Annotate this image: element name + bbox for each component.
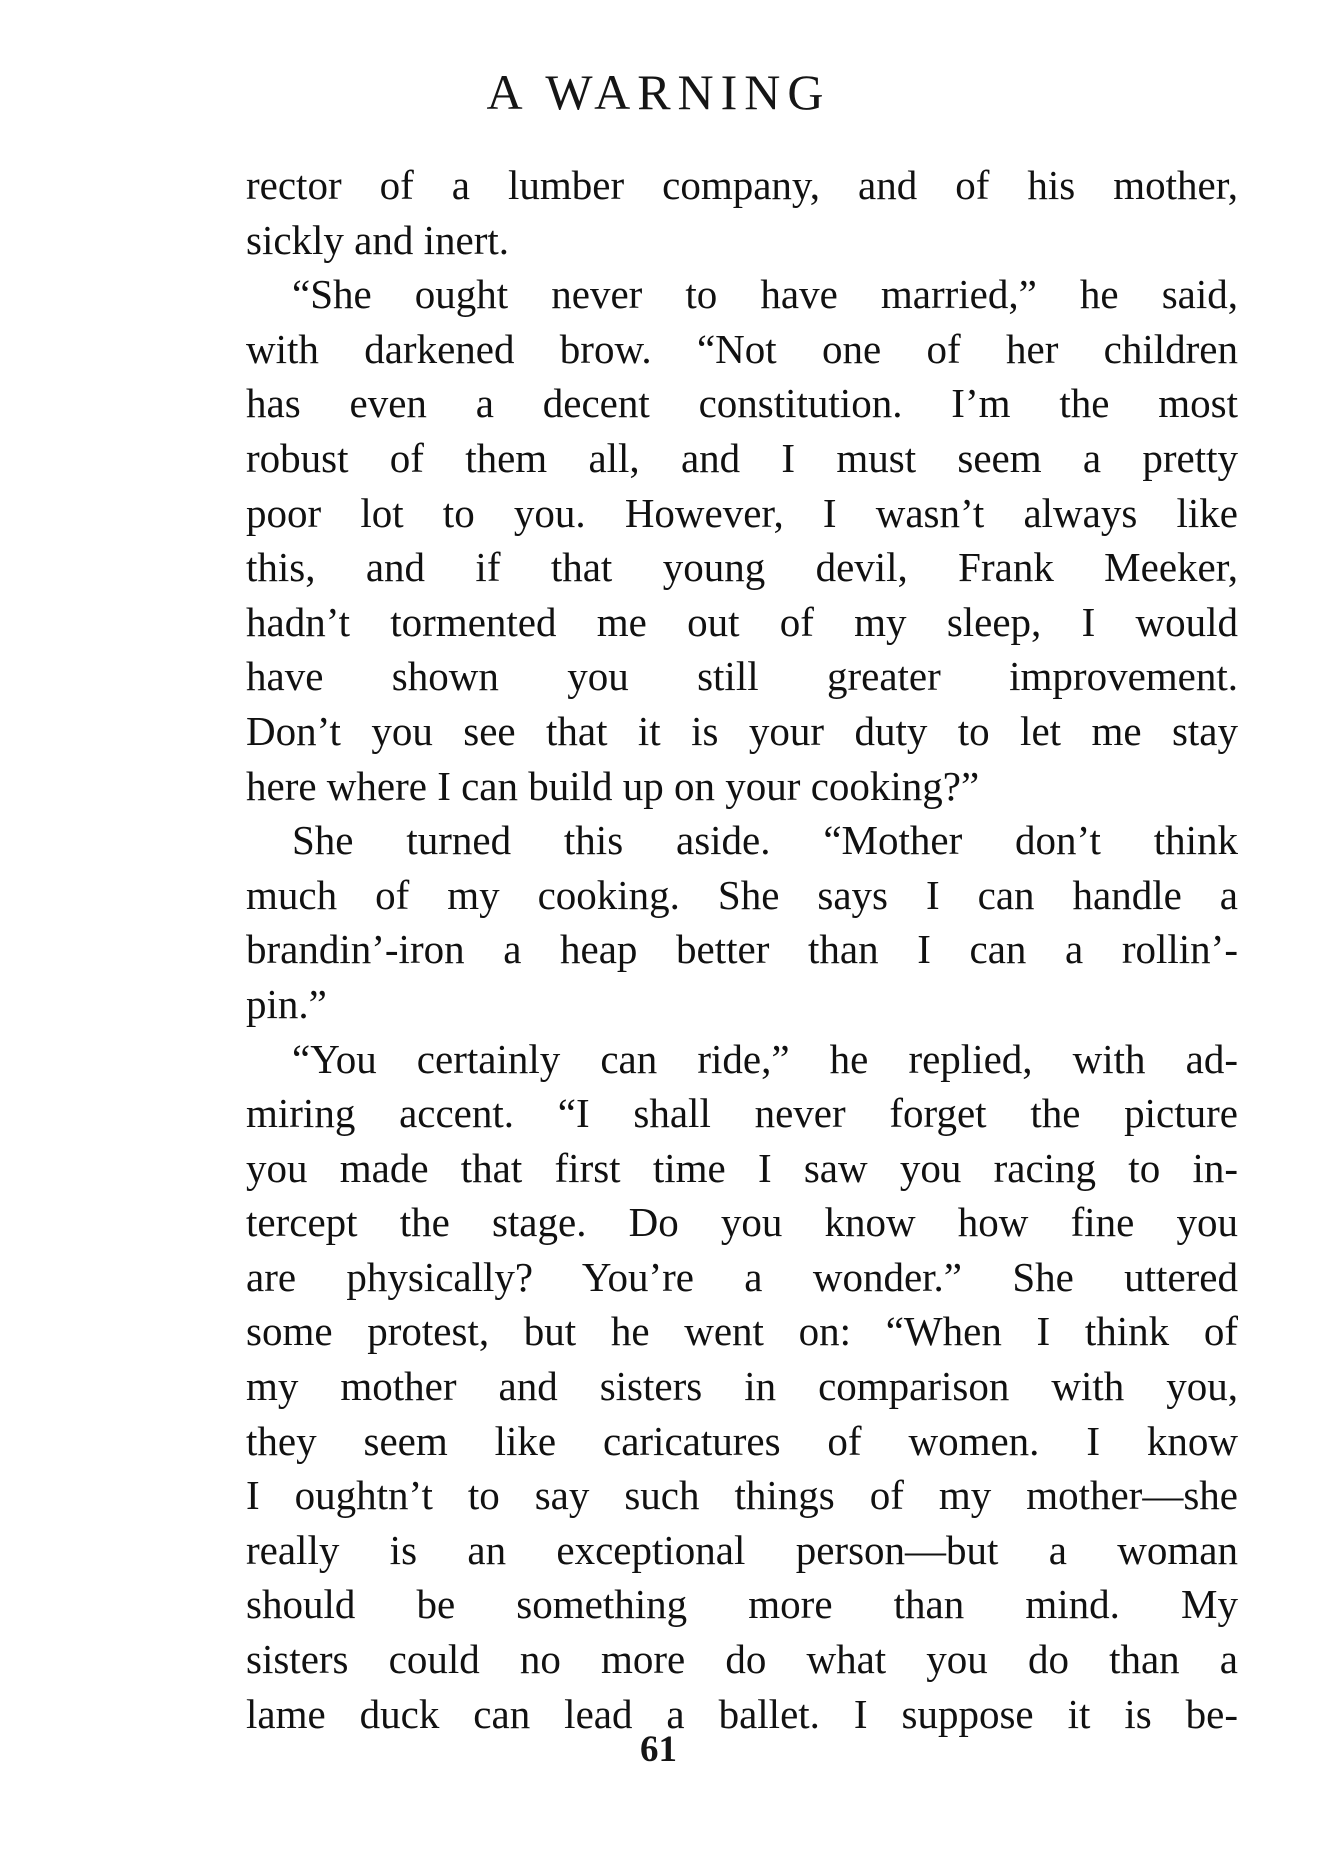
text-line: Don’t you see that it is your duty to let me stay <box>246 707 1238 754</box>
body-text <box>246 158 1238 1741</box>
text-line: hadn’t tormented me out of my sleep, I would <box>246 598 1238 645</box>
text-line: pin.” <box>246 980 327 1027</box>
text-line: miring accent. “I shall never forget the picture <box>246 1090 1238 1137</box>
text-line: She turned this aside. “Mother don’t think <box>292 817 1238 864</box>
page-number: 61 <box>640 1729 677 1770</box>
text-line: with darkened brow. “Not one of her children <box>246 325 1238 372</box>
running-head: A WARNING <box>486 64 831 120</box>
text-line: lame duck can lead a ballet. I suppose it is be- <box>246 1690 1238 1737</box>
text-line: my mother and sisters in comparison with you, <box>246 1363 1238 1410</box>
text-line: “She ought never to have married,” he said, <box>292 271 1238 318</box>
text-line: robust of them all, and I must seem a pretty <box>246 434 1238 481</box>
text-line: have shown you still greater improvement. <box>246 653 1238 700</box>
text-line: “You certainly can ride,” he replied, with ad- <box>292 1035 1238 1082</box>
text-line: I oughtn’t to say such things of my mother—she <box>246 1472 1238 1519</box>
text-line: sickly and inert. <box>246 216 510 263</box>
text-line: much of my cooking. She says I can handle a <box>246 871 1238 918</box>
text-line: here where I can build up on your cooking?” <box>246 762 980 809</box>
text-line: should be something more than mind. My <box>246 1581 1238 1628</box>
text-line: rector of a lumber company, and of his mother, <box>246 162 1238 208</box>
text-line: are physically? You’re a wonder.” She uttered <box>246 1253 1238 1300</box>
text-line: sisters could no more do what you do than a <box>246 1636 1238 1683</box>
text-line: has even a decent constitution. I’m the most <box>246 380 1238 427</box>
text-line: tercept the stage. Do you know how fine you <box>246 1199 1238 1246</box>
text-line: some protest, but he went on: “When I think of <box>246 1308 1238 1355</box>
text-line: brandin’-iron a heap better than I can a rollin’- <box>246 926 1238 973</box>
text-line: you made that first time I saw you racing to in- <box>246 1144 1238 1191</box>
text-line: they seem like caricatures of women. I know <box>246 1417 1238 1464</box>
text-line: poor lot to you. However, I wasn’t always like <box>246 489 1238 536</box>
text-line: really is an exceptional person—but a woman <box>246 1526 1238 1573</box>
text-line: this, and if that young devil, Frank Meeker, <box>246 544 1238 591</box>
